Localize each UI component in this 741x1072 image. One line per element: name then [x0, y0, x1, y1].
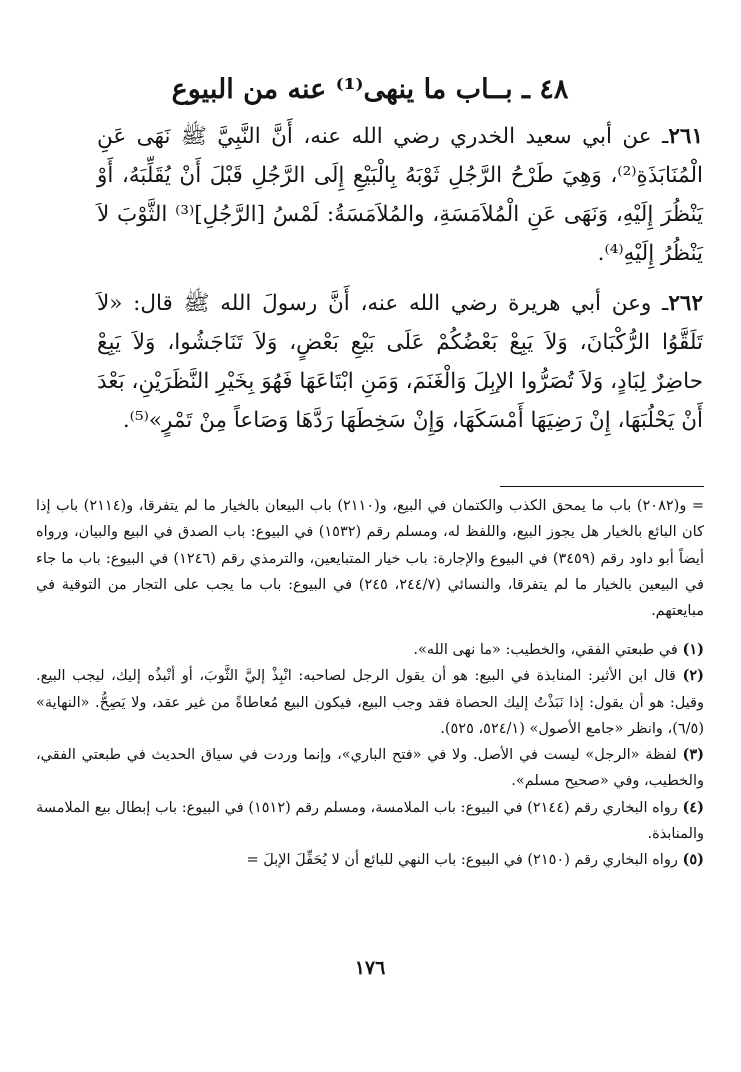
chapter-title: ٤٨ ـ بــاب ما ينهى⁽¹⁾ عنه من البيوع: [171, 74, 569, 105]
hadith-text: ـ وعن أبي هريرة رضي الله عنه، أَنَّ رسولَ الله ﷺ قال: «لاَ تَلَقَّوُا الرُّكْبَانَ، وَلاَ يَبِعْ بَعْضُكُمْ عَلَى بَيْعِ بَعْضٍ، وَلاَ تَنَاجَشُوا، وَلاَ يَبِعْ حاضِرٌ لِبَادٍ، وَلاَ تُصَرُّوا الإبِلَ وَالْغَنَمَ، وَمَنِ ابْتَاعَهَا فَهُوَ بِخَيْرِ النَّظَرَيْنِ، بَعْدَ أَنْ يَحْلُبَهَا، إِنْ رَضِيَهَا أَمْسَكَهَا، وَإِنْ سَخِطَهَا رَدَّهَا وَصَاعاً مِنْ تَمْرٍ»⁽⁵⁾.: [97, 291, 703, 433]
footnote-marker: (١): [682, 641, 704, 658]
hadith-text: ـ عن أبي سعيد الخدري رضي الله عنه، أَنَّ النَّبِيَّ ﷺ نَهَى عَنِ الْمُنَابَذَةِ⁽²⁾، وَهِيَ طَرْحُ الرَّجُلِ ثَوْبَهُ بِالْبَيْعِ إِلَى الرَّجُلِ قَبْلَ أَنْ يُقَلِّبَهُ، أَوْ يَنْظُرَ إِلَيْهِ، وَنَهَى عَنِ الْمُلاَمَسَةِ، والمُلاَمَسَةُ: لَمْسُ [الرَّجُلِ]⁽³⁾ الثَّوْبَ لاَ يَنْظُرُ إِلَيْهِ⁽⁴⁾.: [97, 124, 703, 266]
footnote-continuation: = و(٢٠٨٢) باب ما يمحق الكذب والكتمان في البيع، و(٢١١٠) باب البيعان بالخيار ما لم يتفرقا، و(٢١١٤) باب إذا كان البائع بالخيار هل يجوز البيع، واللفظ له، ومسلم رقم (١٥٣٢) في البيوع: باب الصدق في البيع والبيان، ورواه أيضاً أبو داود رقم (٣٤٥٩) في البيوع والإجارة: باب خيار المتبايعين، والترمذي رقم (١٢٤٦) في البيوع: باب ما جاء في البيعين بالخيار ما لم يتفرقا، والنسائي (٢٤٤/٧، ٢٤٥) في البيوع: باب ما يجب على التجار من التوقية في مبايعتهم.: [36, 498, 704, 620]
hadith-number: ٢٦١: [668, 124, 703, 149]
footnote-marker: (٣): [682, 746, 705, 764]
hadith-number: ٢٦٢: [668, 291, 703, 316]
footnote-separator: [500, 486, 704, 487]
footnote-text: قال ابن الأثير: المنابذة في البيع: هو أن يقول الرجل لصاحبه: انْبِذْ إليَّ الثَّوبَ، أو أنْبذُه إليك، ليجب البيع. وقيل: هو أن يقول: إذا نَبَذْتُ إليك الحصاة فقد وجب البيع، فيكون البيع مُعاطاةً من غير عقد، ولا يَصِحُّ. «النهاية» (٦/٥)، وانظر «جامع الأصول» (٥٢٤/١، ٥٢٥).: [36, 668, 704, 737]
footnote-marker: (٢): [682, 667, 704, 685]
hadith-262: [97, 284, 703, 479]
footnote-list: [36, 637, 704, 874]
footnote-text: رواه البخاري رقم (٢١٥٠) في البيوع: باب النهي للبائع أن لا يُحَفِّلَ الإبلَ =: [246, 852, 678, 869]
footnote-text: رواه البخاري رقم (٢١٤٤) في البيوع: باب الملامسة، ومسلم رقم (١٥١٢) في البيوع: باب إبطال بيع الملامسة والمنابذة.: [36, 799, 704, 843]
footnote-2: [36, 663, 704, 742]
footnote-text: في طبعتي الفقي، والخطيب: «ما نهى الله».: [413, 642, 678, 658]
footnote-4: [36, 795, 704, 848]
page-number: ١٧٦: [354, 957, 386, 979]
footnote-3: [36, 742, 704, 795]
footnote-marker: (٤): [682, 798, 705, 816]
hadith-261: [97, 117, 703, 277]
footnote-1: [36, 637, 704, 663]
footnote-5: [36, 847, 704, 873]
footnote-marker: (٥): [682, 851, 704, 869]
footnote-text: لفظة «الرجل» ليست في الأصل. ولا في «فتح الباري»، وإنما وردت في سياق الحديث في طبعتي الفقي، والخطيب، وفي «صحيح مسلم».: [36, 747, 704, 790]
